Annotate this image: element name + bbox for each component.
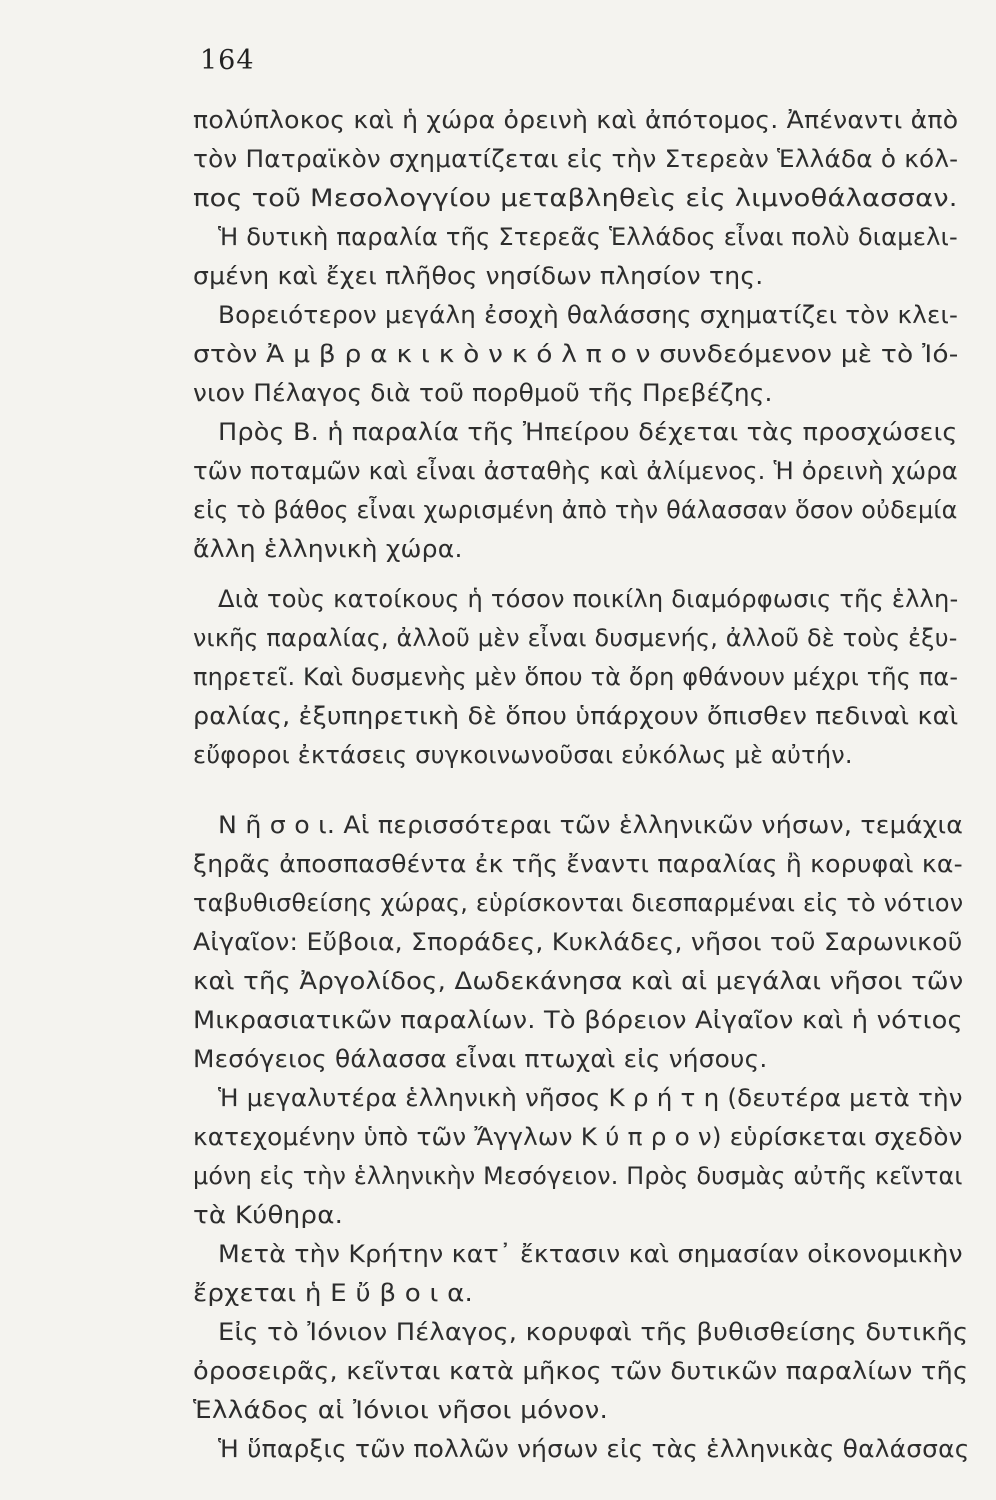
page-number: 164 [200, 45, 255, 76]
text-line: Πρὸς Β. ἡ παραλία τῆς Ἠπείρου δέχεται τὰς προσχώσεις [218, 418, 958, 446]
text-line: Ἡ ὕπαρξις τῶν πολλῶν νήσων εἰς τὰς ἑλληνικὰς θαλάσσας [218, 1435, 970, 1463]
text-line: καὶ τῆς Ἀργολίδος, Δωδεκάνησα καὶ αἱ μεγάλαι νῆσοι τῶν [193, 967, 964, 995]
text-line: νιον Πέλαγος διὰ τοῦ πορθμοῦ τῆς Πρεβέζης. [193, 379, 773, 407]
text-line: Βορειότερον μεγάλη ἐσοχὴ θαλάσσης σχηματίζει τὸν κλει- [218, 301, 959, 329]
text-line: σμένη καὶ ἔχει πλῆθος νησίδων πλησίον της. [193, 262, 764, 290]
text-line: πολύπλοκος καὶ ἡ χώρα ὀρεινὴ καὶ ἀπότομος. Ἀπέναντι ἀπὸ [193, 106, 959, 134]
text-line: τῶν ποταμῶν καὶ εἶναι ἀσταθὴς καὶ ἀλίμενος. Ἡ ὀρεινὴ χώρα [193, 457, 959, 485]
text-line: πηρετεῖ. Καὶ δυσμενὴς μὲν ὅπου τὰ ὄρη φθάνουν μέχρι τῆς πα- [193, 663, 959, 691]
text-line: Αἰγαῖον: Εὔβοια, Σποράδες, Κυκλάδες, νῆσοι τοῦ Σαρωνικοῦ [193, 928, 963, 956]
text-line: ἔρχεται ἡ Ε ὔ β ο ι α. [193, 1279, 474, 1307]
text-line: Μεσόγειος θάλασσα εἶναι πτωχαὶ εἰς νήσους. [193, 1045, 768, 1073]
text-line: Μετὰ τὴν Κρήτην κατ᾽ ἔκτασιν καὶ σημασίαν οἰκονομικὴν [218, 1240, 963, 1268]
text-line: νικῆς παραλίας, ἀλλοῦ μὲν εἶναι δυσμενής, ἀλλοῦ δὲ τοὺς ἐξυ- [193, 624, 958, 652]
text-line: ξηρᾶς ἀποσπασθέντα ἐκ τῆς ἔναντι παραλίας ἢ κορυφαὶ κα- [193, 850, 963, 878]
text-line: ὀροσειρᾶς, κεῖνται κατὰ μῆκος τῶν δυτικῶν παραλίων τῆς [193, 1357, 969, 1385]
text-line: Εἰς τὸ Ἰόνιον Πέλαγος, κορυφαὶ τῆς βυθισθείσης δυτικῆς [218, 1318, 969, 1346]
text-line: ραλίας, ἐξυπηρετικὴ δὲ ὅπου ὑπάρχουν ὄπισθεν πεδιναὶ καὶ [193, 702, 959, 730]
text-line: εἰς τὸ βάθος εἶναι χωρισμένη ἀπὸ τὴν θάλασσαν ὅσον οὐδεμία [193, 496, 958, 524]
text-line: κατεχομένην ὑπὸ τῶν Ἄγγλων Κ ύ π ρ ο ν) εὑρίσκεται σχεδὸν [193, 1123, 963, 1151]
text-line: Ν ῆ σ ο ι. Αἱ περισσότεραι τῶν ἑλληνικῶν νήσων, τεμάχια [218, 811, 964, 839]
text-line: ταβυθισθείσης χώρας, εὑρίσκονται διεσπαρμέναι εἰς τὸ νότιον [193, 889, 964, 917]
text-line: τὰ Κύθηρα. [193, 1201, 344, 1229]
text-line: πος τοῦ Μεσολογγίου μεταβληθεὶς εἰς λιμνοθάλασσαν. [193, 184, 958, 212]
text-line: τὸν Πατραϊκὸν σχηματίζεται εἰς τὴν Στερεὰν Ἑλλάδα ὁ κόλ- [193, 145, 959, 173]
text-line: Ἡ δυτικὴ παραλία τῆς Στερεᾶς Ἑλλάδος εἶναι πολὺ διαμελι- [218, 223, 958, 251]
text-line: εὔφοροι ἐκτάσεις συγκοινωνοῦσαι εὐκόλως μὲ αὐτήν. [193, 741, 853, 769]
text-line: μόνη εἰς τὴν ἑλληνικὴν Μεσόγειον. Πρὸς δυσμὰς αὐτῆς κεῖνται [193, 1162, 963, 1190]
text-line: Ἡ μεγαλυτέρα ἑλληνικὴ νῆσος Κ ρ ή τ η (δευτέρα μετὰ τὴν [218, 1084, 963, 1112]
text-line: Μικρασιατικῶν παραλίων. Τὸ βόρειον Αἰγαῖον καὶ ἡ νότιος [193, 1006, 963, 1034]
text-line: στὸν Ἀ μ β ρ α κ ι κ ὸ ν κ ό λ π ο ν συνδεόμενον μὲ τὸ Ἰό- [193, 340, 959, 368]
text-line: Διὰ τοὺς κατοίκους ἡ τόσον ποικίλη διαμόρφωσις τῆς ἑλλη- [218, 585, 959, 613]
text-line: ἄλλη ἑλληνικὴ χώρα. [193, 535, 463, 563]
text-line: Ἑλλάδος αἱ Ἰόνιοι νῆσοι μόνον. [193, 1396, 609, 1424]
